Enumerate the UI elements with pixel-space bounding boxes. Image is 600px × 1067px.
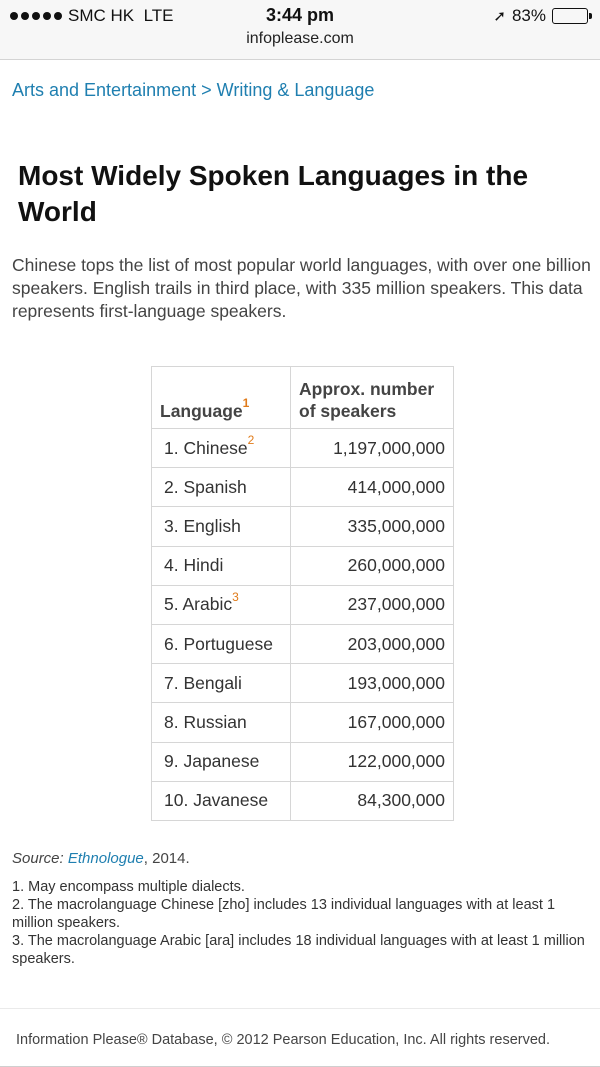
url-bar[interactable]: infoplease.com: [246, 30, 354, 47]
source-link-ethnologue[interactable]: Ethnologue: [67, 850, 144, 867]
speakers-cell: 193,000,000: [291, 664, 454, 703]
table-row: [152, 624, 454, 663]
footnote-ref[interactable]: 1: [242, 396, 250, 411]
table-row: [152, 781, 454, 820]
language-cell: [152, 468, 291, 507]
language-name: 3. English: [164, 515, 241, 536]
network-type: LTE: [143, 6, 174, 25]
copyright-footer: Information Please® Database, © 2012 Pearson Education, Inc. All rights reserved.: [16, 1032, 550, 1048]
footnote-ref[interactable]: 3: [232, 589, 239, 604]
breadcrumb: [12, 80, 374, 101]
table-row: [152, 742, 454, 781]
language-name: 2. Spanish: [164, 476, 247, 497]
language-name: 7. Bengali: [164, 672, 242, 693]
speakers-cell: 167,000,000: [291, 703, 454, 742]
breadcrumb-link-arts[interactable]: Arts and Entertainment: [12, 80, 197, 100]
language-cell: [152, 546, 291, 585]
language-name: 4. Hindi: [164, 555, 224, 576]
table-header-row: [152, 367, 454, 429]
carrier-name: SMC HK: [68, 6, 135, 25]
source-year: , 2014.: [143, 850, 190, 867]
speakers-cell: 414,000,000: [291, 468, 454, 507]
footnote-1: 1. May encompass multiple dialects.: [12, 879, 245, 895]
speakers-cell: 203,000,000: [291, 624, 454, 663]
status-bar: [0, 0, 600, 60]
battery-icon: [552, 8, 588, 24]
language-cell: [152, 664, 291, 703]
language-name: 6. Portuguese: [164, 633, 273, 654]
table-row: [152, 429, 454, 468]
language-name: 8. Russian: [164, 711, 247, 732]
breadcrumb-separator: >: [201, 80, 212, 100]
source-line: [12, 850, 190, 867]
header-language: [152, 367, 291, 429]
table-row: [152, 664, 454, 703]
speakers-cell: 260,000,000: [291, 546, 454, 585]
header-language-label: Language: [160, 401, 243, 421]
language-name: 10. Javanese: [164, 790, 269, 811]
language-cell: [152, 781, 291, 820]
language-cell: [152, 703, 291, 742]
language-cell: [152, 585, 291, 624]
table-row: [152, 507, 454, 546]
footnotes: [12, 878, 590, 968]
header-speakers: Approx. number of speakers: [291, 367, 454, 429]
languages-table: [151, 366, 454, 821]
language-cell: [152, 507, 291, 546]
footer-divider: [0, 1008, 600, 1009]
clock: 3:44 pm: [265, 5, 335, 25]
intro-paragraph: Chinese tops the list of most popular world languages, with over one billion speakers. English trails in third place, with 335 million speakers. This data represents first-language speakers.: [12, 255, 591, 321]
language-name: 5. Arabic: [164, 594, 233, 615]
table-row: [152, 468, 454, 507]
location-arrow-icon: ➚: [493, 8, 506, 25]
footnote-2: 2. The macrolanguage Chinese [zho] includes 13 individual languages with at least 1 million speakers.: [12, 897, 556, 931]
footnote-3: 3. The macrolanguage Arabic [ara] includes 18 individual languages with at least 1 million speakers.: [12, 933, 585, 967]
source-label: Source:: [12, 850, 64, 867]
language-cell: [152, 429, 291, 468]
speakers-cell: 1,197,000,000: [291, 429, 454, 468]
language-name: 9. Japanese: [164, 751, 260, 772]
page-title: Most Widely Spoken Languages in the World: [18, 160, 529, 227]
status-right: [493, 6, 588, 26]
footnote-ref[interactable]: 2: [247, 432, 255, 447]
language-cell: [152, 624, 291, 663]
table-row: [152, 703, 454, 742]
speakers-cell: 84,300,000: [291, 781, 454, 820]
speakers-cell: 237,000,000: [291, 585, 454, 624]
breadcrumb-link-writing[interactable]: Writing & Language: [216, 80, 375, 100]
speakers-cell: 335,000,000: [291, 507, 454, 546]
language-cell: [152, 742, 291, 781]
table-row: [152, 546, 454, 585]
speakers-cell: 122,000,000: [291, 742, 454, 781]
table-row: [152, 585, 454, 624]
battery-percent: 83%: [511, 6, 546, 25]
language-name: 1. Chinese: [164, 437, 248, 458]
